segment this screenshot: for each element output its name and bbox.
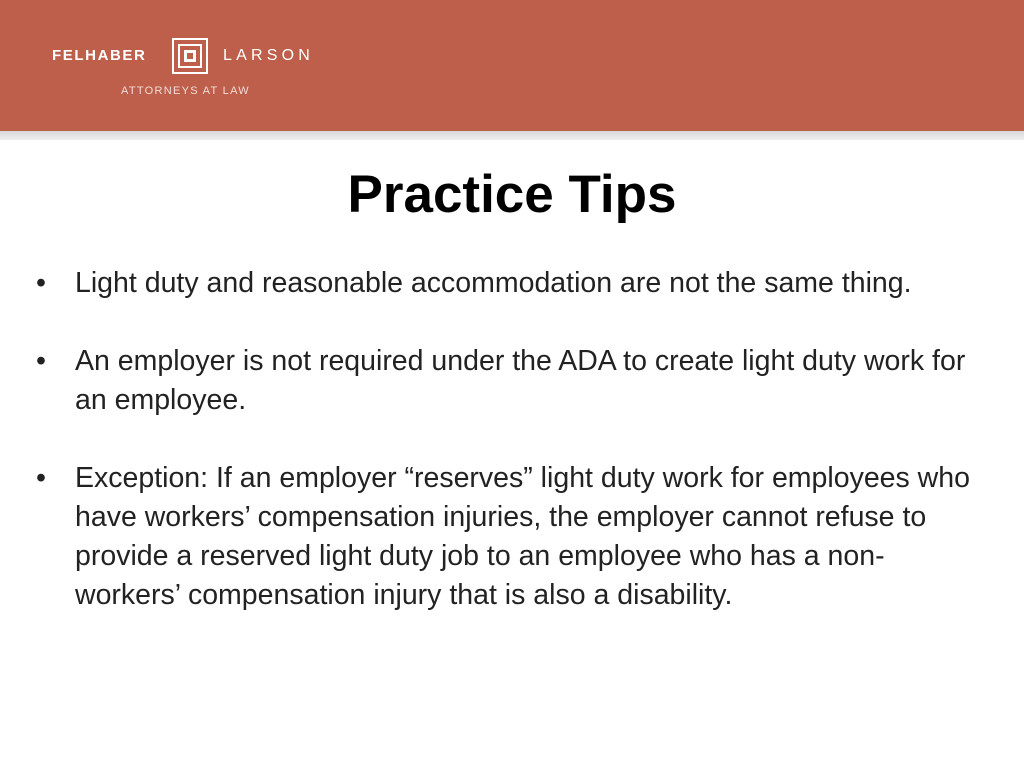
bullet-text: Light duty and reasonable accommodation are not the same thing. bbox=[75, 267, 912, 299]
logo-tagline: ATTORNEYS AT LAW bbox=[121, 85, 250, 97]
bullet-item bbox=[0, 459, 1024, 615]
logo-larson: LARSON bbox=[223, 47, 314, 64]
bullet-text: An employer is not required under the ADA to create light duty work for an employee. bbox=[75, 345, 966, 416]
header-banner bbox=[0, 0, 1024, 131]
bullet-text: Exception: If an employer “reserves” light duty work for employees who have workers’ compensation injuries, the employer cannot refuse to provide a reserved light duty job to an employee who has a non-workers’ compensation injury that is also a disability. bbox=[75, 462, 970, 611]
bullet-dot: • bbox=[36, 267, 46, 299]
firm-logo-icon bbox=[172, 38, 208, 74]
bullet-item bbox=[0, 342, 1024, 420]
bullet-item bbox=[0, 264, 1024, 303]
bullet-dot: • bbox=[36, 345, 46, 377]
header-divider bbox=[0, 131, 1024, 140]
bullet-dot: • bbox=[36, 462, 46, 494]
logo-felhaber: FELHABER bbox=[52, 47, 147, 64]
slide-title: Practice Tips bbox=[347, 165, 677, 224]
bullet-list bbox=[0, 264, 1024, 654]
